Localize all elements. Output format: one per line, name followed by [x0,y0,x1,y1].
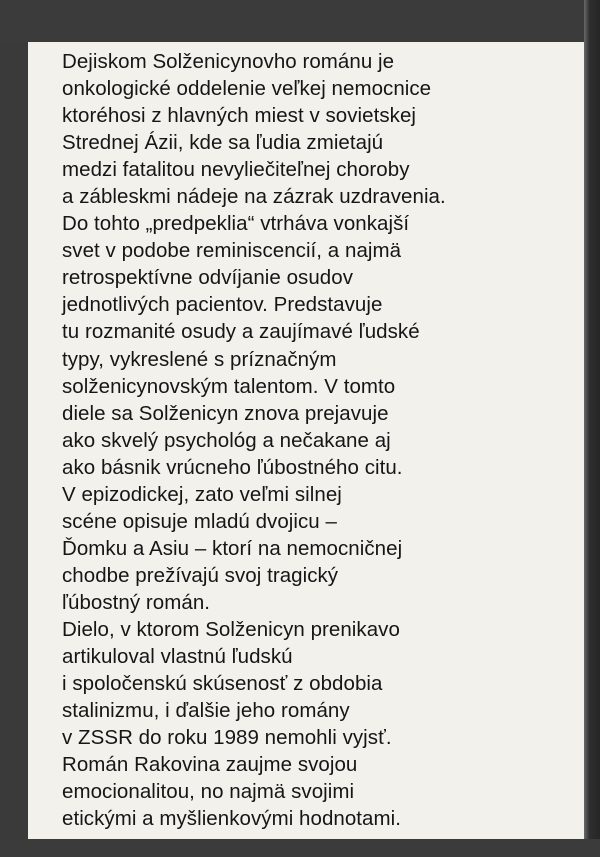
text-line: typy, vykreslené s príznačným [62,347,337,371]
text-line: Dejiskom Solženicynovho románu je [62,50,395,73]
text-line: Strednej Ázii, kde sa ľudia zmietajú [62,131,384,155]
book-spine-edge [584,0,600,857]
text-line: chodbe prežívajú svoj tragický [62,563,339,587]
text-line: Román Rakovina zaujme svojou [62,753,358,777]
text-line: emocionalitou, no najmä svojimi [62,780,355,804]
text-line: tu rozmanité osudy a zaujímavé ľudské [62,320,420,344]
text-line: medzi fatalitou nevyliečiteľnej choroby [62,158,410,182]
text-line: svet v podobe reminiscencií, a najmä [62,239,402,263]
text-line: Do tohto „predpeklia“ vtrháva vonkajší [62,212,410,236]
text-line: retrospektívne odvíjanie osudov [62,266,354,290]
text-line: etickými a myšlienkovými hodnotami. [62,807,401,831]
text-line: Ďomku a Asiu – ktorí na nemocničnej [62,536,403,560]
text-line: Dielo, v ktorom Solženicyn prenikavo [62,617,400,641]
text-line: v ZSSR do roku 1989 nemohli vyjsť. [62,726,392,750]
text-line: stalinizmu, i ďalšie jeho romány [62,699,350,723]
text-line: ľúbostný román. [62,590,211,614]
text-line: solženicynovským talentom. V tomto [62,374,396,398]
text-line: onkologické oddelenie veľkej nemocnice [62,77,432,101]
text-line: scéne opisuje mladú dvojicu – [62,509,337,533]
book-back-cover-page [28,42,584,839]
text-line: ktoréhosi z hlavných miest v sovietskej [62,104,417,128]
text-line: i spoločenskú skúsenosť z obdobia [62,672,383,696]
text-line: ako skvelý psychológ a nečakane aj [62,428,391,452]
text-line: a zábleskmi nádeje na zázrak uzdravenia. [62,185,446,209]
text-line: V epizodickej, zato veľmi silnej [62,482,342,506]
text-line: ako básnik vrúcneho ľúbostného citu. [62,455,403,479]
blurb-text [62,48,582,832]
top-dark-border [0,0,600,42]
text-line: jednotlivých pacientov. Predstavuje [62,293,383,317]
bottom-dark-border [0,839,600,857]
text-line: diele sa Solženicyn znova prejavuje [62,401,389,425]
text-line: artikuloval vlastnú ľudskú [62,645,293,669]
